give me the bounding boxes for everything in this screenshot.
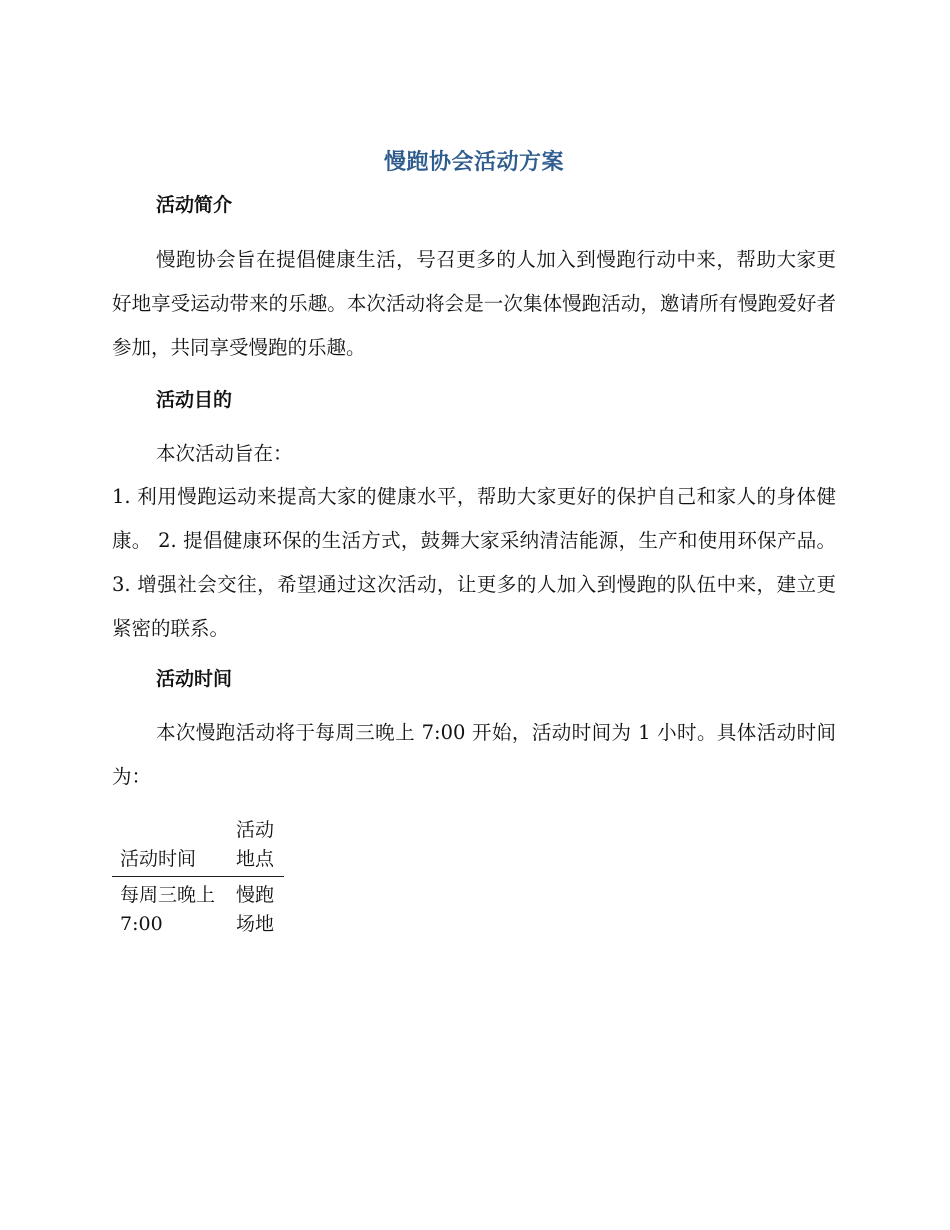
- document-title: 慢跑协会活动方案: [383, 150, 564, 175]
- section-heading-intro: 活动简介: [156, 194, 233, 216]
- table-row: [112, 877, 284, 940]
- purpose-intro-paragraph: 本次活动旨在：: [156, 442, 293, 465]
- section-heading-purpose: 活动目的: [156, 389, 233, 411]
- time-paragraph: 本次慢跑活动将于每周三晚上 7:00 开始，活动时间为 1 小时。具体活动时间为：: [112, 721, 836, 788]
- section-heading-time: 活动时间: [156, 668, 233, 690]
- table-cell-time: 每周三晚上 7:00: [120, 884, 216, 935]
- table-header-row: [112, 816, 284, 877]
- table-header-location: 活动地点: [228, 816, 284, 877]
- purpose-list-paragraph: 1. 利用慢跑运动来提高大家的健康水平，帮助大家更好的保护自己和家人的身体健康。 2. 提倡健康环保的生活方式，鼓舞大家采纳清洁能源，生产和使用环保产品。 3. 增强社会交往，希望通过这次活动，让更多的人加入到慢跑的队伍中来，建立更紧密的联系。: [112, 485, 836, 640]
- table-cell-location: 慢跑场地: [236, 884, 275, 935]
- table-header-time: 活动时间: [112, 816, 228, 877]
- schedule-table: [112, 816, 284, 939]
- intro-paragraph: 慢跑协会旨在提倡健康生活，号召更多的人加入到慢跑行动中来，帮助大家更好地享受运动带来的乐趣。本次活动将会是一次集体慢跑活动，邀请所有慢跑爱好者参加，共同享受慢跑的乐趣。: [112, 248, 836, 359]
